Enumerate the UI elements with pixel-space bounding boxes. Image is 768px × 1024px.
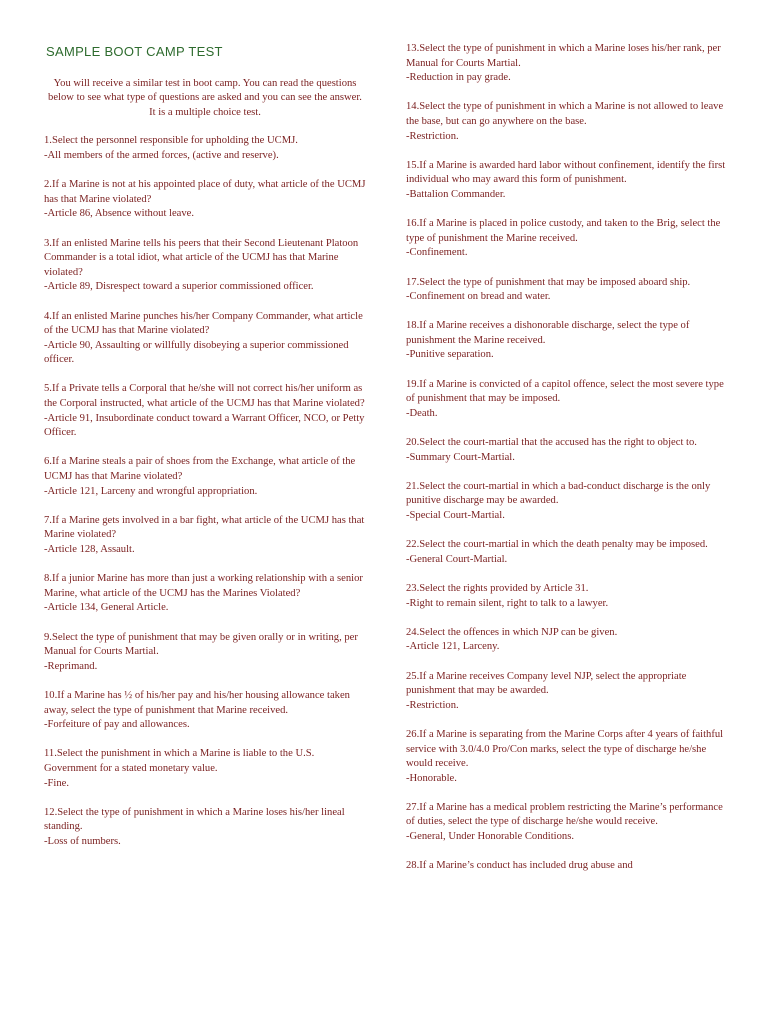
question-item (406, 801, 728, 845)
question-item (406, 217, 728, 261)
question-text: 10.If a Marine has ½ of his/her pay and his/her housing allowance taken away, select the type of punishment that Marine received. (44, 689, 350, 716)
question-item (406, 670, 728, 714)
question-item (44, 572, 366, 616)
answer-text: -Loss of numbers. (44, 835, 121, 847)
answer-text: -Article 89, Disrespect toward a superior commissioned officer. (44, 281, 314, 293)
question-text: 25.If a Marine receives Company level NJP, select the appropriate punishment that may be awarded. (406, 670, 687, 697)
answer-text: -Restriction. (406, 699, 459, 711)
intro-paragraph: You will receive a similar test in boot camp. You can read the questions below to see what type of questions are asked and you can see the answer. It is a multiple choice test. (48, 77, 362, 118)
question-item (44, 178, 366, 222)
answer-text: -Article 121, Larceny and wrongful appropriation. (44, 485, 258, 497)
question-text: 21.Select the court-martial in which a bad-conduct discharge is the only punitive discharge may be awarded. (406, 480, 711, 507)
answer-text: -Article 90, Assaulting or willfully disobeying a superior commissioned officer. (44, 339, 349, 366)
answer-text: -General, Under Honorable Conditions. (406, 831, 574, 843)
question-text: 14.Select the type of punishment in which a Marine is not allowed to leave the base, but can go anywhere on the base. (406, 101, 724, 127)
question-text: 15.If a Marine is awarded hard labor without confinement, identify the first individual who may award this form of punishment. (406, 159, 726, 186)
question-item (406, 480, 728, 524)
question-text: 16.If a Marine is placed in police custody, and taken to the Brig, select the type of punishment the Marine received. (406, 218, 721, 244)
question-item (44, 310, 366, 368)
answer-text: -Confinement on bread and water. (406, 291, 551, 303)
question-item (406, 276, 728, 305)
question-item (406, 582, 728, 611)
question-text: 8.If a junior Marine has more than just a working relationship with a senior Marine, what article of the UCMJ has the Marines Violated? (44, 573, 363, 599)
question-item (44, 237, 366, 295)
answer-text: -General Court-Martial. (406, 553, 508, 565)
question-item (44, 382, 366, 440)
question-text: 19.If a Marine is convicted of a capitol offence, select the most severe type of punishment that may be imposed. (406, 378, 724, 405)
question-text: 6.If a Marine steals a pair of shoes from the Exchange, what article of the UCMJ has that Marine violated? (44, 456, 356, 483)
question-text: 4.If an enlisted Marine punches his/her Company Commander, what article of the UCMJ has that Marine violated? (44, 310, 363, 337)
question-text: 18.If a Marine receives a dishonorable discharge, select the type of punishment the Marine received. (406, 320, 690, 346)
answer-text: -Reduction in pay grade. (406, 72, 511, 84)
answer-text: -All members of the armed forces, (active and reserve). (44, 149, 279, 161)
answer-text: -Battalion Commander. (406, 188, 506, 200)
question-item (406, 378, 728, 422)
question-text: 3.If an enlisted Marine tells his peers that their Second Lieutenant Platoon Commander is a total idiot, what article of the UCMJ has that Marine violated? (44, 237, 359, 278)
answer-text: -Honorable. (406, 772, 457, 784)
right-question-list (406, 42, 728, 874)
question-text: 26.If a Marine is separating from the Marine Corps after 4 years of faithful service with 3.0/4.0 Pro/Con marks, select the type of discharge he/she would receive. (406, 728, 724, 770)
question-item (406, 42, 728, 86)
question-text: 11.Select the punishment in which a Marine is liable to the U.S. Government for a stated monetary value. (44, 748, 315, 774)
question-item (406, 626, 728, 655)
answer-text: -Article 91, Insubordinate conduct toward a Warrant Officer, NCO, or Petty Officer. (44, 412, 365, 439)
answer-text: -Article 134, General Article. (44, 602, 169, 614)
question-item (44, 455, 366, 499)
question-text: 2.If a Marine is not at his appointed place of duty, what article of the UCMJ has that Marine violated? (44, 179, 366, 205)
left-question-list (44, 134, 366, 849)
question-item (406, 538, 728, 567)
right-column (406, 42, 728, 888)
answer-text: -Special Court-Martial. (406, 510, 505, 521)
question-item (44, 134, 366, 163)
question-text: 1.Select the personnel responsible for upholding the UCMJ. (44, 135, 298, 147)
question-text: 12.Select the type of punishment in which a Marine loses his/her lineal standing. (44, 806, 345, 833)
question-item (406, 319, 728, 363)
question-item (406, 159, 728, 203)
question-item (406, 436, 728, 465)
question-item (44, 514, 366, 558)
answer-text: -Article 128, Assault. (44, 544, 135, 555)
answer-text: -Forfeiture of pay and allowances. (44, 719, 190, 731)
question-text: 20.Select the court-martial that the accused has the right to object to. (406, 437, 697, 449)
question-text: 9.Select the type of punishment that may be given orally or in writing, per Manual for Courts Martial. (44, 631, 358, 658)
answer-text: -Article 86, Absence without leave. (44, 208, 195, 220)
answer-text: -Confinement. (406, 247, 468, 259)
question-text: 24.Select the offences in which NJP can be given. (406, 626, 618, 638)
answer-text: -Right to remain silent, right to talk to a lawyer. (406, 597, 609, 609)
answer-text: -Fine. (44, 777, 70, 789)
question-item (406, 728, 728, 786)
question-text: 7.If a Marine gets involved in a bar fight, what article of the UCMJ has that Marine violated? (44, 514, 365, 541)
left-column (44, 42, 366, 864)
question-item (44, 747, 366, 791)
page-title: SAMPLE BOOT CAMP TEST (46, 44, 223, 59)
question-text: 23.Select the rights provided by Article 31. (406, 582, 589, 594)
question-text: 17.Select the type of punishment that may be imposed aboard ship. (406, 276, 691, 288)
answer-text: -Article 121, Larceny. (406, 641, 500, 653)
question-item (44, 806, 366, 850)
question-item (406, 100, 728, 144)
answer-text: -Restriction. (406, 130, 459, 142)
question-text: 22.Select the court-martial in which the death penalty may be imposed. (406, 539, 708, 551)
answer-text: -Summary Court-Martial. (406, 451, 515, 463)
question-item (44, 631, 366, 675)
question-text: 13.Select the type of punishment in which a Marine loses his/her rank, per Manual for Courts Martial. (406, 43, 721, 69)
question-text: 5.If a Private tells a Corporal that he/she will not correct his/her uniform as the Corporal instructed, what article of the UCMJ has that Marine violated? (44, 383, 365, 410)
question-text: 27.If a Marine has a medical problem restricting the Marine’s performance of duties, select the type of discharge he/she would receive. (406, 801, 723, 828)
question-item (44, 689, 366, 733)
question-item (406, 859, 728, 874)
answer-text: -Death. (406, 407, 438, 419)
question-text: 28.If a Marine’s conduct has included drug abuse and (406, 860, 633, 872)
answer-text: -Reprimand. (44, 660, 98, 672)
answer-text: -Punitive separation. (406, 349, 494, 361)
